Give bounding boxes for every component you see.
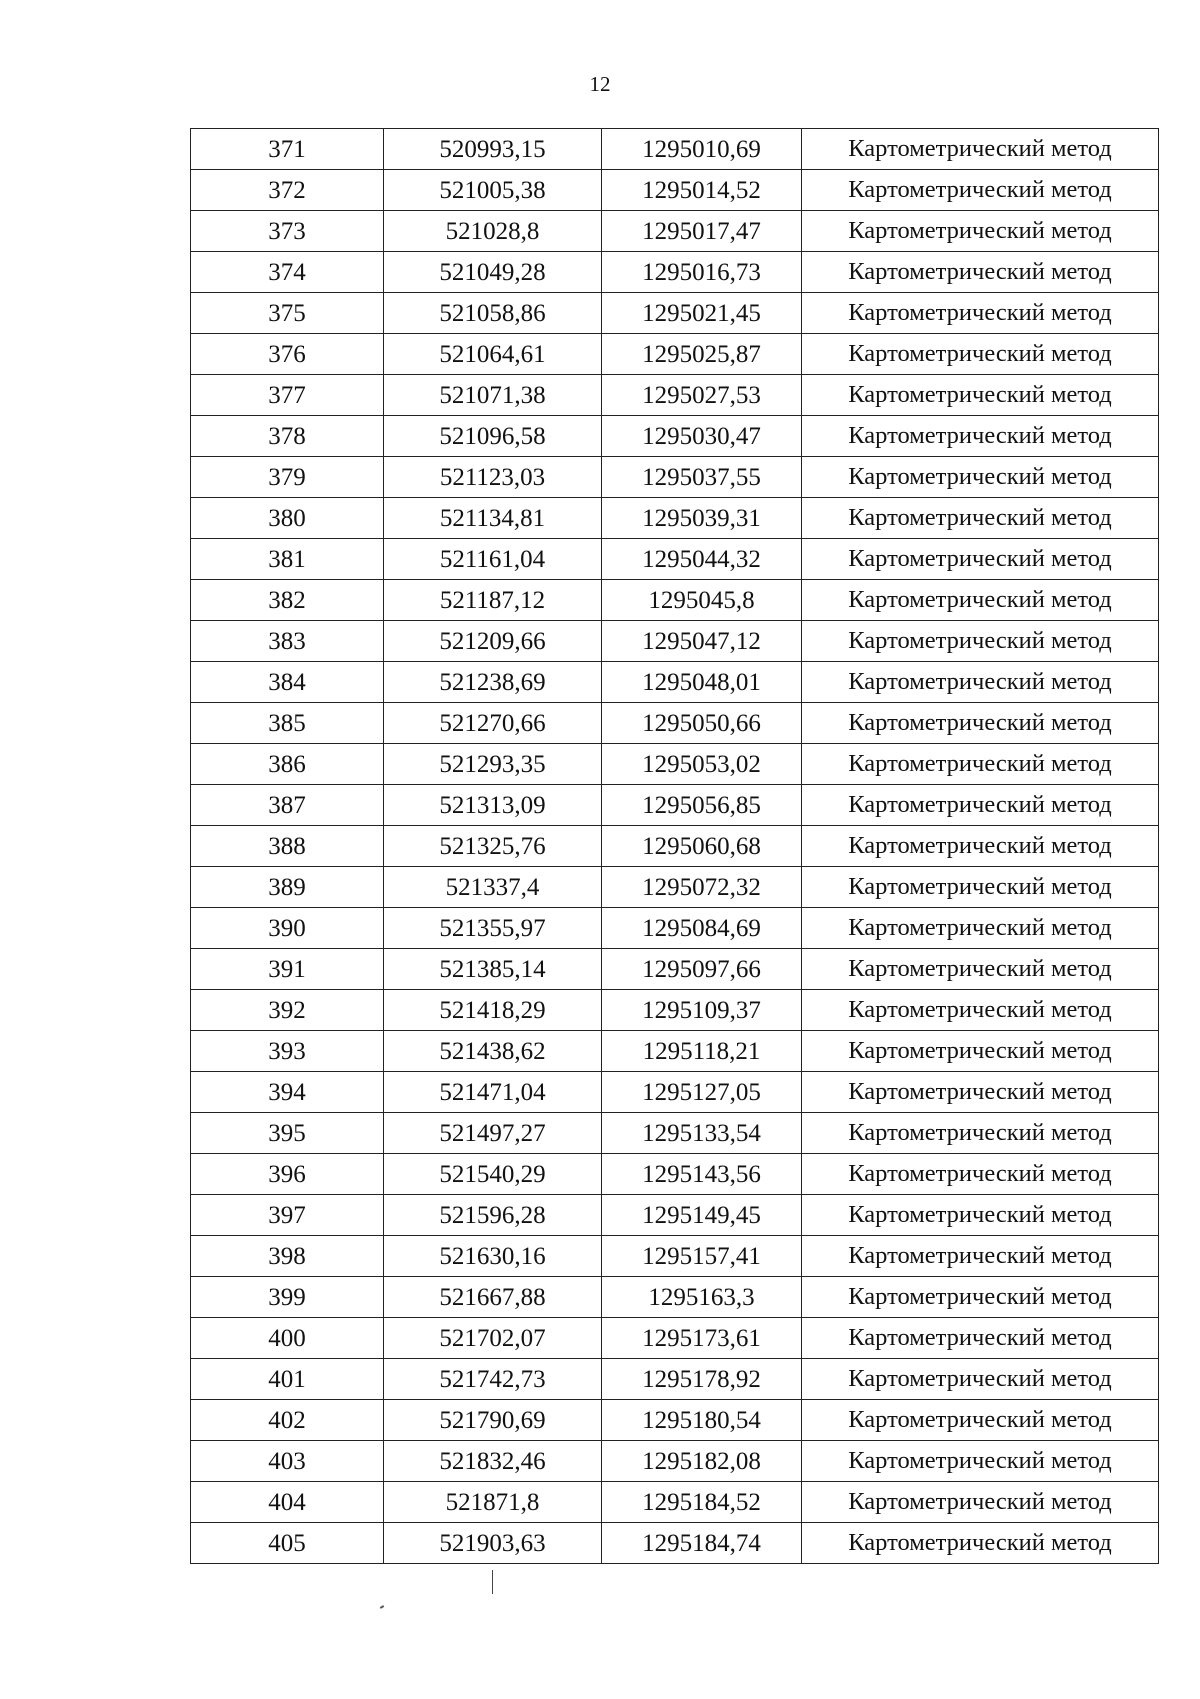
point-number-cell: 376 xyxy=(191,334,384,375)
y-coordinate-cell: 1295084,69 xyxy=(602,908,802,949)
y-coordinate-cell: 1295017,47 xyxy=(602,211,802,252)
table-row xyxy=(191,498,1159,539)
y-coordinate-cell: 1295173,61 xyxy=(602,1318,802,1359)
y-coordinate-cell: 1295039,31 xyxy=(602,498,802,539)
method-cell: Картометрический метод xyxy=(802,539,1159,580)
y-coordinate-cell: 1295045,8 xyxy=(602,580,802,621)
y-coordinate-cell: 1295048,01 xyxy=(602,662,802,703)
x-coordinate-cell: 521134,81 xyxy=(384,498,602,539)
y-coordinate-cell: 1295097,66 xyxy=(602,949,802,990)
x-coordinate-cell: 521702,07 xyxy=(384,1318,602,1359)
x-coordinate-cell: 521540,29 xyxy=(384,1154,602,1195)
method-cell: Картометрический метод xyxy=(802,211,1159,252)
y-coordinate-cell: 1295047,12 xyxy=(602,621,802,662)
method-cell: Картометрический метод xyxy=(802,1359,1159,1400)
x-coordinate-cell: 521903,63 xyxy=(384,1523,602,1564)
table-row xyxy=(191,1318,1159,1359)
point-number-cell: 387 xyxy=(191,785,384,826)
point-number-cell: 386 xyxy=(191,744,384,785)
x-coordinate-cell: 521187,12 xyxy=(384,580,602,621)
table-row xyxy=(191,1441,1159,1482)
table-row xyxy=(191,662,1159,703)
method-cell: Картометрический метод xyxy=(802,785,1159,826)
x-coordinate-cell: 521355,97 xyxy=(384,908,602,949)
x-coordinate-cell: 521630,16 xyxy=(384,1236,602,1277)
method-cell: Картометрический метод xyxy=(802,867,1159,908)
y-coordinate-cell: 1295027,53 xyxy=(602,375,802,416)
y-coordinate-cell: 1295178,92 xyxy=(602,1359,802,1400)
x-coordinate-cell: 521438,62 xyxy=(384,1031,602,1072)
scan-artifact-dot xyxy=(380,1605,384,1609)
method-cell: Картометрический метод xyxy=(802,498,1159,539)
point-number-cell: 381 xyxy=(191,539,384,580)
x-coordinate-cell: 521071,38 xyxy=(384,375,602,416)
x-coordinate-cell: 521385,14 xyxy=(384,949,602,990)
point-number-cell: 404 xyxy=(191,1482,384,1523)
point-number-cell: 377 xyxy=(191,375,384,416)
method-cell: Картометрический метод xyxy=(802,252,1159,293)
method-cell: Картометрический метод xyxy=(802,908,1159,949)
method-cell: Картометрический метод xyxy=(802,1154,1159,1195)
y-coordinate-cell: 1295133,54 xyxy=(602,1113,802,1154)
y-coordinate-cell: 1295109,37 xyxy=(602,990,802,1031)
y-coordinate-cell: 1295025,87 xyxy=(602,334,802,375)
y-coordinate-cell: 1295056,85 xyxy=(602,785,802,826)
method-cell: Картометрический метод xyxy=(802,1195,1159,1236)
table-row xyxy=(191,293,1159,334)
point-number-cell: 382 xyxy=(191,580,384,621)
coordinates-table-body xyxy=(191,129,1159,1564)
x-coordinate-cell: 521270,66 xyxy=(384,703,602,744)
x-coordinate-cell: 521313,09 xyxy=(384,785,602,826)
table-row xyxy=(191,1482,1159,1523)
table-row xyxy=(191,334,1159,375)
point-number-cell: 397 xyxy=(191,1195,384,1236)
point-number-cell: 384 xyxy=(191,662,384,703)
x-coordinate-cell: 521209,66 xyxy=(384,621,602,662)
scan-artifact-line xyxy=(492,1570,493,1594)
y-coordinate-cell: 1295044,32 xyxy=(602,539,802,580)
point-number-cell: 373 xyxy=(191,211,384,252)
method-cell: Картометрический метод xyxy=(802,334,1159,375)
y-coordinate-cell: 1295143,56 xyxy=(602,1154,802,1195)
table-row xyxy=(191,1277,1159,1318)
point-number-cell: 399 xyxy=(191,1277,384,1318)
method-cell: Картометрический метод xyxy=(802,1523,1159,1564)
point-number-cell: 395 xyxy=(191,1113,384,1154)
method-cell: Картометрический метод xyxy=(802,129,1159,170)
x-coordinate-cell: 521028,8 xyxy=(384,211,602,252)
x-coordinate-cell: 521471,04 xyxy=(384,1072,602,1113)
x-coordinate-cell: 521596,28 xyxy=(384,1195,602,1236)
table-row xyxy=(191,1523,1159,1564)
point-number-cell: 393 xyxy=(191,1031,384,1072)
table-row xyxy=(191,949,1159,990)
method-cell: Картометрический метод xyxy=(802,1236,1159,1277)
point-number-cell: 400 xyxy=(191,1318,384,1359)
table-row xyxy=(191,1072,1159,1113)
x-coordinate-cell: 521049,28 xyxy=(384,252,602,293)
table-row xyxy=(191,539,1159,580)
method-cell: Картометрический метод xyxy=(802,170,1159,211)
table-row xyxy=(191,580,1159,621)
x-coordinate-cell: 521325,76 xyxy=(384,826,602,867)
method-cell: Картометрический метод xyxy=(802,744,1159,785)
table-row xyxy=(191,621,1159,662)
table-row xyxy=(191,1195,1159,1236)
x-coordinate-cell: 521418,29 xyxy=(384,990,602,1031)
table-row xyxy=(191,1236,1159,1277)
y-coordinate-cell: 1295157,41 xyxy=(602,1236,802,1277)
point-number-cell: 378 xyxy=(191,416,384,457)
y-coordinate-cell: 1295127,05 xyxy=(602,1072,802,1113)
table-row xyxy=(191,457,1159,498)
coordinates-table-container xyxy=(190,128,1158,1564)
point-number-cell: 385 xyxy=(191,703,384,744)
point-number-cell: 375 xyxy=(191,293,384,334)
y-coordinate-cell: 1295118,21 xyxy=(602,1031,802,1072)
point-number-cell: 402 xyxy=(191,1400,384,1441)
point-number-cell: 405 xyxy=(191,1523,384,1564)
y-coordinate-cell: 1295072,32 xyxy=(602,867,802,908)
point-number-cell: 391 xyxy=(191,949,384,990)
method-cell: Картометрический метод xyxy=(802,1031,1159,1072)
x-coordinate-cell: 521497,27 xyxy=(384,1113,602,1154)
y-coordinate-cell: 1295060,68 xyxy=(602,826,802,867)
method-cell: Картометрический метод xyxy=(802,1441,1159,1482)
table-row xyxy=(191,1359,1159,1400)
x-coordinate-cell: 521832,46 xyxy=(384,1441,602,1482)
x-coordinate-cell: 521064,61 xyxy=(384,334,602,375)
y-coordinate-cell: 1295021,45 xyxy=(602,293,802,334)
table-row xyxy=(191,1400,1159,1441)
x-coordinate-cell: 520993,15 xyxy=(384,129,602,170)
table-row xyxy=(191,1154,1159,1195)
method-cell: Картометрический метод xyxy=(802,1482,1159,1523)
coordinates-table xyxy=(190,128,1159,1564)
table-row xyxy=(191,744,1159,785)
method-cell: Картометрический метод xyxy=(802,826,1159,867)
x-coordinate-cell: 521238,69 xyxy=(384,662,602,703)
table-row xyxy=(191,908,1159,949)
y-coordinate-cell: 1295149,45 xyxy=(602,1195,802,1236)
table-row xyxy=(191,252,1159,293)
table-row xyxy=(191,703,1159,744)
point-number-cell: 374 xyxy=(191,252,384,293)
table-row xyxy=(191,867,1159,908)
x-coordinate-cell: 521293,35 xyxy=(384,744,602,785)
y-coordinate-cell: 1295010,69 xyxy=(602,129,802,170)
table-row xyxy=(191,170,1159,211)
x-coordinate-cell: 521871,8 xyxy=(384,1482,602,1523)
method-cell: Картометрический метод xyxy=(802,1113,1159,1154)
point-number-cell: 389 xyxy=(191,867,384,908)
table-row xyxy=(191,375,1159,416)
x-coordinate-cell: 521790,69 xyxy=(384,1400,602,1441)
y-coordinate-cell: 1295184,52 xyxy=(602,1482,802,1523)
y-coordinate-cell: 1295180,54 xyxy=(602,1400,802,1441)
x-coordinate-cell: 521161,04 xyxy=(384,539,602,580)
point-number-cell: 380 xyxy=(191,498,384,539)
x-coordinate-cell: 521742,73 xyxy=(384,1359,602,1400)
x-coordinate-cell: 521058,86 xyxy=(384,293,602,334)
method-cell: Картометрический метод xyxy=(802,1400,1159,1441)
method-cell: Картометрический метод xyxy=(802,1318,1159,1359)
table-row xyxy=(191,1031,1159,1072)
point-number-cell: 390 xyxy=(191,908,384,949)
x-coordinate-cell: 521005,38 xyxy=(384,170,602,211)
point-number-cell: 401 xyxy=(191,1359,384,1400)
y-coordinate-cell: 1295050,66 xyxy=(602,703,802,744)
x-coordinate-cell: 521667,88 xyxy=(384,1277,602,1318)
x-coordinate-cell: 521123,03 xyxy=(384,457,602,498)
point-number-cell: 371 xyxy=(191,129,384,170)
y-coordinate-cell: 1295014,52 xyxy=(602,170,802,211)
y-coordinate-cell: 1295053,02 xyxy=(602,744,802,785)
method-cell: Картометрический метод xyxy=(802,416,1159,457)
y-coordinate-cell: 1295184,74 xyxy=(602,1523,802,1564)
x-coordinate-cell: 521337,4 xyxy=(384,867,602,908)
point-number-cell: 394 xyxy=(191,1072,384,1113)
method-cell: Картометрический метод xyxy=(802,621,1159,662)
method-cell: Картометрический метод xyxy=(802,457,1159,498)
y-coordinate-cell: 1295037,55 xyxy=(602,457,802,498)
point-number-cell: 398 xyxy=(191,1236,384,1277)
point-number-cell: 372 xyxy=(191,170,384,211)
method-cell: Картометрический метод xyxy=(802,375,1159,416)
table-row xyxy=(191,129,1159,170)
y-coordinate-cell: 1295182,08 xyxy=(602,1441,802,1482)
method-cell: Картометрический метод xyxy=(802,949,1159,990)
y-coordinate-cell: 1295030,47 xyxy=(602,416,802,457)
table-row xyxy=(191,1113,1159,1154)
point-number-cell: 392 xyxy=(191,990,384,1031)
point-number-cell: 388 xyxy=(191,826,384,867)
point-number-cell: 403 xyxy=(191,1441,384,1482)
point-number-cell: 383 xyxy=(191,621,384,662)
y-coordinate-cell: 1295163,3 xyxy=(602,1277,802,1318)
table-row xyxy=(191,211,1159,252)
x-coordinate-cell: 521096,58 xyxy=(384,416,602,457)
method-cell: Картометрический метод xyxy=(802,662,1159,703)
method-cell: Картометрический метод xyxy=(802,580,1159,621)
table-row xyxy=(191,785,1159,826)
y-coordinate-cell: 1295016,73 xyxy=(602,252,802,293)
point-number-cell: 379 xyxy=(191,457,384,498)
method-cell: Картометрический метод xyxy=(802,1277,1159,1318)
method-cell: Картометрический метод xyxy=(802,293,1159,334)
point-number-cell: 396 xyxy=(191,1154,384,1195)
method-cell: Картометрический метод xyxy=(802,990,1159,1031)
table-row xyxy=(191,990,1159,1031)
method-cell: Картометрический метод xyxy=(802,703,1159,744)
page-number: 12 xyxy=(589,72,611,96)
table-row xyxy=(191,416,1159,457)
table-row xyxy=(191,826,1159,867)
method-cell: Картометрический метод xyxy=(802,1072,1159,1113)
